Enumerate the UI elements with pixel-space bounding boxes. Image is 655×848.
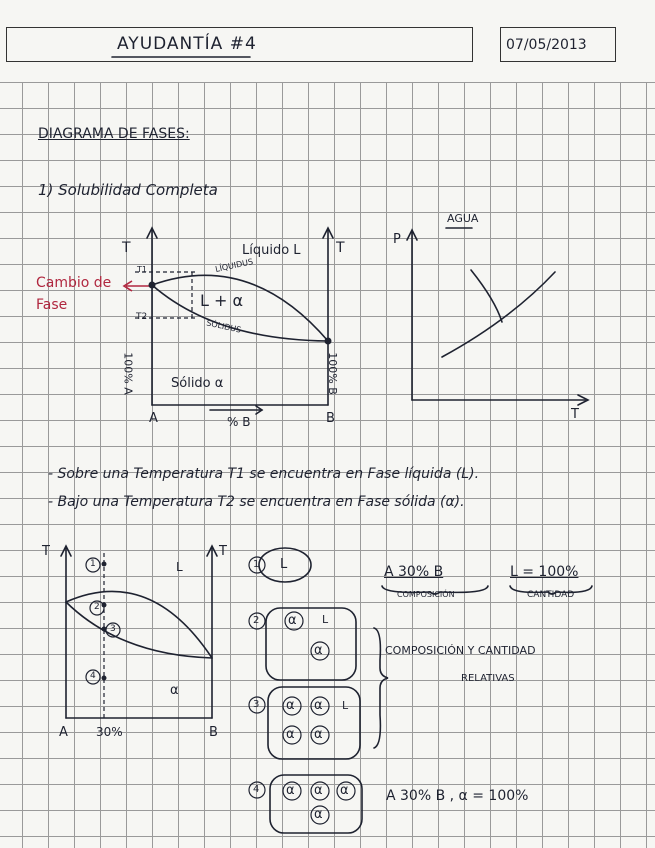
case3-alpha2: α [314, 698, 323, 713]
result-quantity: L = 100% [510, 564, 579, 580]
case4-alpha4: α [314, 807, 323, 822]
two-phase-label: L + α [200, 291, 244, 310]
d2-liquidus [66, 591, 212, 658]
subsection-title: 1) Solubilidad Completa [38, 181, 218, 199]
marker-1: 1 [90, 559, 96, 569]
section-title: DIAGRAMA DE FASES: [38, 126, 190, 142]
d2-t-right: T [219, 544, 227, 559]
case4-number: 4 [253, 784, 260, 795]
d2-t-left: T [42, 544, 50, 559]
case1-number: 1 [253, 559, 260, 570]
water-p: P [393, 232, 401, 247]
d2-a-label: A [59, 725, 68, 740]
d2-alpha-label: α [170, 683, 179, 698]
case3-number: 3 [253, 699, 260, 710]
relative-line-1: COMPOSICIÓN Y CANTIDAD [385, 644, 536, 657]
final-result: A 30% B , α = 100% [386, 788, 529, 804]
case2-alpha2: α [314, 643, 323, 658]
water-title: AGUA [447, 212, 479, 225]
case4-alpha1: α [286, 783, 295, 798]
case4-alpha3: α [340, 783, 349, 798]
case2-oval [266, 608, 356, 680]
solidus-label: SÓLIDUS [205, 318, 242, 335]
case2-alpha: α [288, 613, 297, 628]
result-composition: A 30% B [384, 564, 444, 580]
d1-t-right: T [336, 240, 345, 256]
case3-alpha3: α [286, 727, 295, 742]
case3-alpha4: α [314, 727, 323, 742]
d1-b-label: B [326, 411, 335, 426]
d1-t-left: T [122, 240, 131, 256]
quantity-label: CANTIDAD [527, 590, 575, 600]
marker-3: 3 [110, 624, 116, 634]
pct-b-axis: % B [227, 415, 251, 429]
page-title: AYUDANTÍA #4 [117, 34, 257, 54]
t2-label: T2 [136, 312, 148, 322]
d2-b-label: B [209, 725, 218, 740]
d1-a-label: A [149, 411, 158, 426]
marker-2: 2 [94, 602, 100, 612]
phase-change-note: Cambio de Fase [36, 275, 112, 313]
marker-4: 4 [90, 671, 96, 681]
water-t: T [571, 407, 579, 422]
case3-alpha1: α [286, 698, 295, 713]
solid-label: Sólido α [171, 376, 224, 391]
case2-number: 2 [253, 615, 260, 626]
d2-l-label: L [176, 560, 183, 574]
melting-point-a [149, 282, 156, 289]
pct-a-label: 100% A [121, 352, 135, 395]
page-date: 07/05/2013 [506, 37, 587, 53]
melting-point-b [325, 338, 332, 345]
note-2: - Bajo una Temperatura T2 se encuentra en Fase sólida (α). [48, 494, 465, 510]
d2-pct-label: 30% [96, 725, 123, 739]
liquid-label: Líquido L [242, 243, 301, 258]
case4-alpha2: α [314, 783, 323, 798]
pct-b-label: 100% B [325, 352, 339, 395]
relative-line-2: RELATIVAS [461, 673, 515, 684]
case1-l: L [280, 557, 288, 572]
case2-l: L [322, 613, 329, 626]
t1-label: T1 [137, 265, 147, 274]
water-melt-line [471, 270, 502, 322]
case3-l: L [342, 699, 349, 712]
note-1: - Sobre una Temperatura T1 se encuentra en Fase líquida (L). [48, 466, 480, 482]
composition-label: COMPOSICIÓN [397, 590, 455, 599]
liquidus-label: LÍQUIDUS [214, 257, 254, 274]
